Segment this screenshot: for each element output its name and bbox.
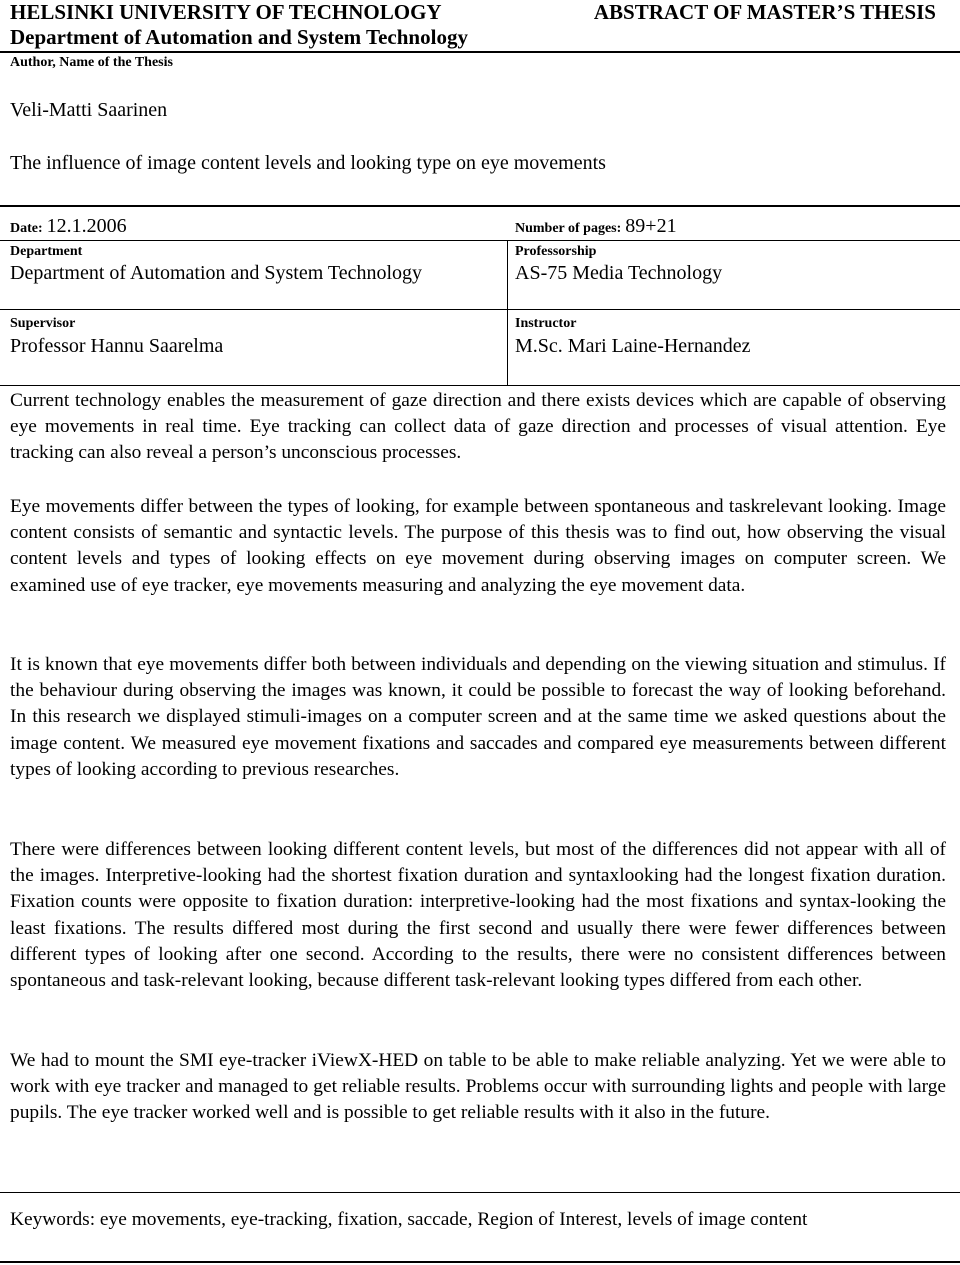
abstract-paragraph-5: We had to mount the SMI eye-tracker iViewX-HED on table to be able to make reliable analyzing. Yet we were able to work with eye tracker and managed to get reliable results. Problems occur with surrounding lights and people with large pupils. The eye tracker worked well and is possible to get reliable results with it also in the future.: [10, 1050, 946, 1124]
thesis-title: The influence of image content levels and looking type on eye movements: [10, 152, 606, 174]
author-title-label: Author, Name of the Thesis: [10, 55, 173, 70]
date-label: Date:: [10, 221, 43, 236]
supervisor-label: Supervisor: [10, 316, 76, 331]
pages-value: 89+21: [625, 215, 677, 237]
abstract-paragraph-2: Eye movements differ between the types of looking, for example between spontaneous and taskrelevant looking. Image content consists of semantic and syntactic levels. The purpose of this thesis was to find out, how observing the visual content levels and types of looking effects on eye movement during observing images on computer screen. We examined use of eye tracker, eye movements measuring and analyzing the eye movement data.: [10, 496, 946, 596]
bottom-rule: [0, 1261, 960, 1263]
university-name: HELSINKI UNIVERSITY OF TECHNOLOGY: [10, 0, 442, 24]
supervisor-value: Professor Hannu Saarelma: [10, 335, 224, 357]
header-rule: [0, 51, 960, 53]
date-value: 12.1.2006: [46, 215, 127, 237]
supervisor-rule: [0, 385, 960, 386]
department-header: Department of Automation and System Technology: [10, 25, 468, 49]
department-value: Department of Automation and System Technology: [10, 262, 423, 284]
professorship-value: AS-75 Media Technology: [515, 262, 723, 284]
keywords-rule: [0, 1192, 960, 1193]
keywords: Keywords: eye movements, eye-tracking, fixation, saccade, Region of Interest, levels of image content: [10, 1209, 808, 1230]
department-label: Department: [10, 244, 83, 259]
thesis-author: Veli-Matti Saarinen: [10, 99, 168, 121]
instructor-label: Instructor: [515, 316, 577, 331]
abstract-paragraph-4: There were differences between looking different content levels, but most of the differences did not appear with all of the images. Interpretive-looking had the shortest fixation duration and syntaxlooking had the longest fixation duration. Fixation counts were opposite to fixation duration: interpretive-looking had the most fixations and syntax-looking the least fixations. The results differed most during the first second and usually there were fewer differences between different types of looking after one second. According to the results, there were no consistent differences between spontaneous and task-relevant looking, because different task-relevant looking types differed from each other.: [10, 839, 946, 992]
department-rule: [0, 309, 960, 310]
date-field: [10, 214, 127, 238]
pages-field: [515, 214, 677, 238]
document-type: ABSTRACT OF MASTER’S THESIS: [593, 0, 936, 24]
pages-label: Number of pages:: [515, 221, 622, 236]
date-rule: [0, 240, 960, 241]
abstract-paragraph-1: Current technology enables the measurement of gaze direction and there exists devices which are capable of observing eye movements in real time. Eye tracking can collect data of gaze direction and processes of visual attention. Eye tracking can also reveal a person’s unconscious processes.: [10, 390, 946, 464]
column-divider: [507, 240, 508, 386]
abstract-paragraph-3: It is known that eye movements differ both between individuals and depending on the viewing situation and stimulus. If the behaviour during observing the images was known, it could be possible to forecast the way of looking beforehand. In this research we displayed stimuli-images on a computer screen and at the same time we asked questions about the image content. We measured eye movement fixations and saccades and compared eye measurements between different types of looking according to previous researches.: [10, 654, 946, 780]
professorship-label: Professorship: [515, 244, 597, 259]
instructor-value: M.Sc. Mari Laine-Hernandez: [515, 335, 751, 357]
title-rule: [0, 205, 960, 207]
